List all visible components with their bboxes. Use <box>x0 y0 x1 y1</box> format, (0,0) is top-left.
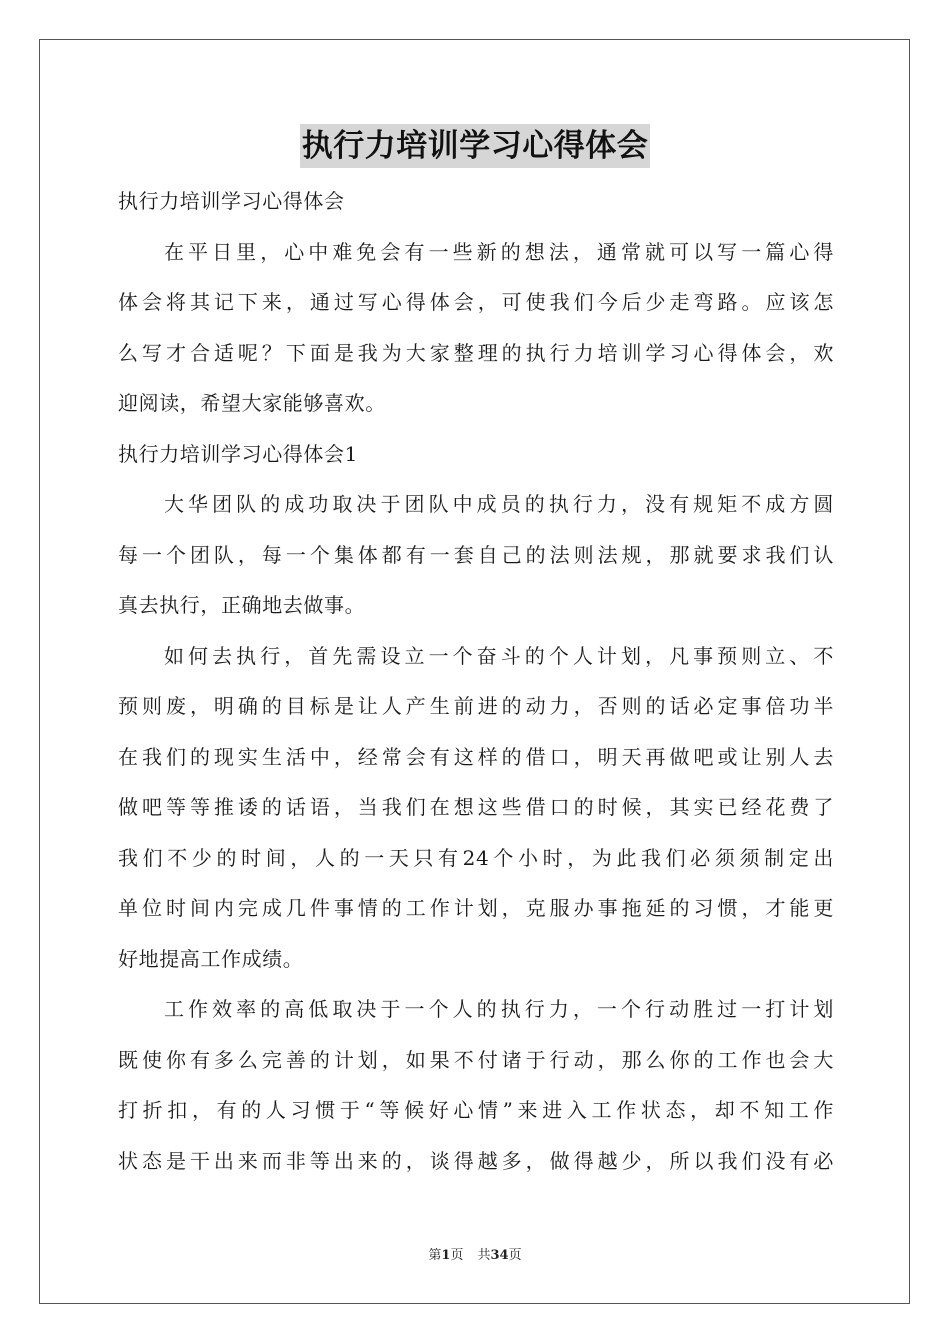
page-footer <box>0 1244 950 1263</box>
text-line: 如何去执行，首先需设立一个奋斗的个人计划，凡事预则立、不 <box>164 643 834 668</box>
text-line: 状态是干出来而非等出来的，谈得越多，做得越少，所以我们没有必 <box>118 1148 834 1173</box>
footer-page-number: 1 <box>441 1248 451 1263</box>
text-line: 在我们的现实生活中，经常会有这样的借口，明天再做吧或让别人去 <box>118 744 834 769</box>
footer-page-suffix: 页 <box>450 1248 464 1263</box>
text-line: 每一个团队，每一个集体都有一套自己的法则法规，那就要求我们认 <box>118 542 834 567</box>
text-line: 体会将其记下来，通过写心得体会，可使我们今后少走弯路。应该怎 <box>118 290 834 314</box>
text-line: 做吧等等推诿的话语，当我们在想这些借口的时候，其实已经花费了 <box>118 795 834 819</box>
text-line: 在平日里，心中难免会有一些新的想法，通常就可以写一篇心得 <box>164 239 834 264</box>
text-line: 单位时间内完成几件事情的工作计划，克服办事拖延的习惯，才能更 <box>118 896 834 920</box>
section-heading: 执行力培训学习心得体会1 <box>118 441 358 466</box>
text-line: 真去执行，正确地去做事。 <box>118 593 366 617</box>
footer-page-prefix: 第 <box>428 1248 442 1263</box>
footer-total-prefix: 共 <box>477 1248 491 1263</box>
text-line: 我们不少的时间，人的一天只有24个小时，为此我们必须须制定出 <box>118 845 834 870</box>
document-title: 执行力培训学习心得体会 <box>300 124 651 168</box>
text-line: 好地提高工作成绩。 <box>118 946 304 971</box>
footer-total-pages: 34 <box>490 1248 509 1263</box>
text-line: 既使你有多么完善的计划，如果不付诸于行动，那么你的工作也会大 <box>118 1047 834 1072</box>
text-line: 工作效率的高低取决于一个人的执行力，一个行动胜过一打计划 <box>164 997 834 1021</box>
document-body <box>118 176 834 1186</box>
text-line: 迎阅读，希望大家能够喜欢。 <box>118 391 386 415</box>
footer-total-suffix: 页 <box>508 1248 522 1263</box>
text-line: 打折扣，有的人习惯于“等候好心情”来进入工作状态，却不知工作 <box>118 1098 834 1122</box>
title-container <box>0 124 950 168</box>
text-line: 么写才合适呢？下面是我为大家整理的执行力培训学习心得体会，欢 <box>118 340 834 365</box>
section-heading: 执行力培训学习心得体会 <box>118 189 345 213</box>
text-line: 预则废，明确的目标是让人产生前进的动力，否则的话必定事倍功半 <box>118 694 834 718</box>
text-line: 大华团队的成功取决于团队中成员的执行力，没有规矩不成方圆 <box>164 492 834 516</box>
